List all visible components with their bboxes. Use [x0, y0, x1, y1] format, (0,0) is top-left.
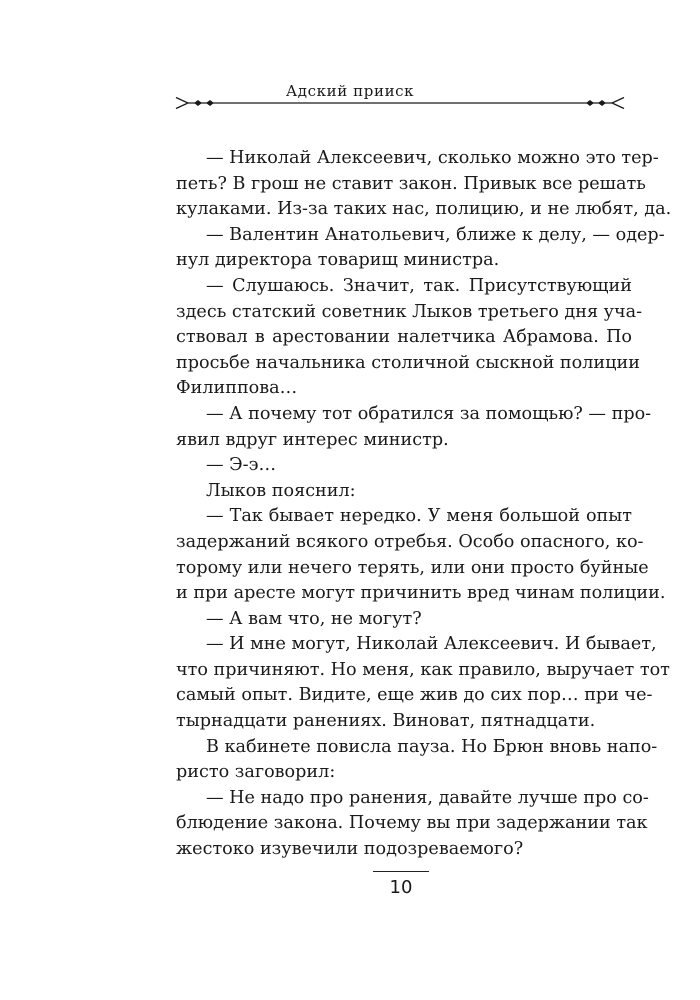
text-line: — Валентин Анатольевич, ближе к делу, — одер- [206, 224, 665, 245]
text-line: — А почему тот обратился за помощью? — про- [206, 403, 652, 424]
text-line: — А вам что, не могут? [206, 608, 422, 629]
header-rule-ornament [0, 96, 700, 110]
text-line: явил вдруг интерес министр. [176, 429, 449, 450]
body-text [176, 146, 672, 863]
text-line: — Слушаюсь. Значит, так. Присутствующий [206, 275, 632, 296]
text-line: — Николай Алексеевич, сколько можно это тер- [206, 148, 659, 168]
text-line: Филиппова… [176, 378, 298, 399]
text-line: кулаками. Из-за таких нас, полицию, и не любят, да. [176, 199, 672, 220]
text-line: ствовал в арестовании налетчика Абрамова. По [176, 327, 632, 348]
text-line: — Э-э… [206, 455, 277, 476]
text-line: нул директора товарищ министра. [176, 250, 500, 271]
text-line: — Так бывает нередко. У меня большой опыт [206, 506, 632, 527]
running-title: Адский прииск [285, 82, 415, 100]
text-line: В кабинете повисла пауза. Но Брюн вновь напо- [206, 736, 658, 757]
text-line: Лыков пояснил: [206, 480, 356, 501]
text-line: жестоко изувечили подозреваемого? [176, 839, 524, 860]
text-line: петь? В грош не ставит закон. Привык все решать [176, 173, 646, 194]
text-line: ристо заговорил: [176, 762, 336, 783]
text-line: самый опыт. Видите, еще жив до сих пор… при че- [176, 685, 653, 706]
text-line: задержаний всякого отребья. Особо опасного, ко- [176, 531, 644, 552]
text-line: торому или нечего терять, или они просто буйные [176, 557, 649, 578]
text-line: тырнадцати ранениях. Виноват, пятнадцати. [176, 711, 596, 732]
text-line: что причиняют. Но меня, как правило, выручает тот [176, 659, 670, 680]
folio-rule [373, 871, 429, 872]
text-line: здесь статский советник Лыков третьего дня уча- [176, 301, 643, 322]
text-line: — И мне могут, Николай Алексеевич. И бывает, [206, 634, 657, 655]
text-line: просьбе начальника столичной сыскной полиции [176, 352, 640, 373]
text-line: и при аресте могут причинить вред чинам полиции. [176, 583, 666, 604]
text-line: блюдение закона. Почему вы при задержании так [176, 813, 648, 834]
text-line: — Не надо про ранения, давайте лучше про со- [206, 787, 649, 808]
running-head [0, 76, 700, 116]
page-number: 10 [389, 877, 413, 898]
